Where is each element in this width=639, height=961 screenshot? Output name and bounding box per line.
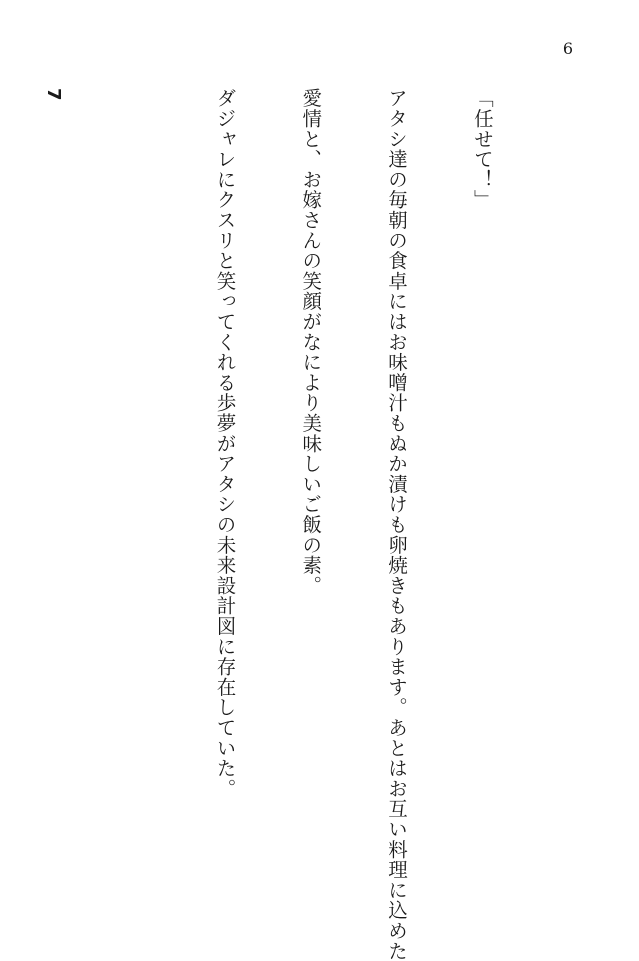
text-line: 「任せて！」 (470, 88, 494, 210)
page-number: 6 (562, 39, 574, 58)
vertical-text-body (0, 88, 553, 961)
section-number: 7 (42, 88, 64, 102)
text-line: ダジャレにクスリと笑ってくれる歩夢がアタシの未来設計図に存在していた。 (213, 88, 237, 799)
text-line: 愛情と、お嫁さんの笑顔がなにより美味しいご飯の素。 (299, 88, 323, 596)
text-line: アタシ達の毎朝の食卓にはお味噌汁もぬか漬けも卵焼きもあります。あとはお互い料理に込めた (385, 88, 409, 961)
blank-line (124, 88, 153, 828)
